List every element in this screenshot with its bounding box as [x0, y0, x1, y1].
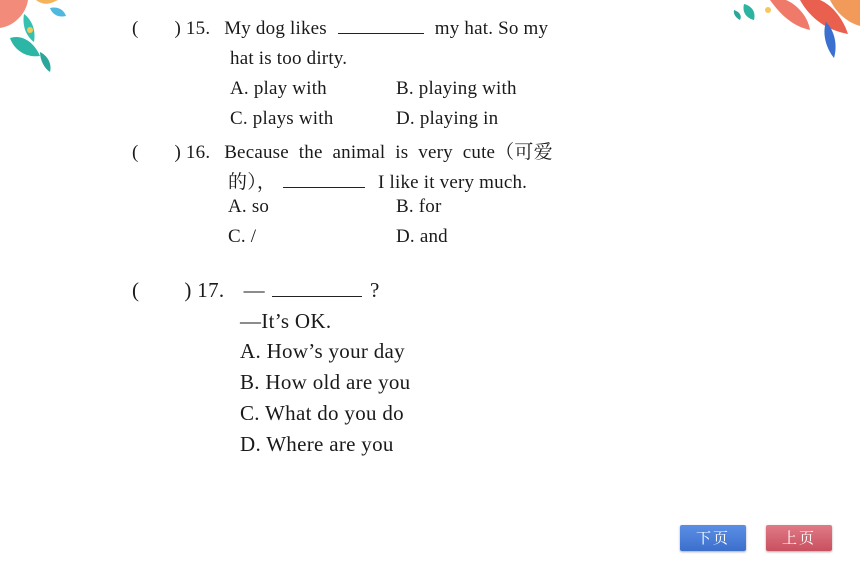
option-text: playing in: [419, 108, 499, 129]
question-stem: 的），: [228, 172, 277, 193]
option-letter: A.: [230, 78, 249, 99]
previous-page-button[interactable]: 上页: [766, 525, 832, 551]
option-a: [228, 196, 269, 218]
option-letter: D.: [396, 226, 415, 247]
question-stem-line2: [228, 167, 527, 194]
option-letter: A.: [240, 339, 262, 363]
option-text: so: [251, 196, 270, 217]
option-letter: C.: [228, 226, 246, 247]
leaf-decoration-icon: [0, 0, 80, 80]
answer-paren-open: (: [132, 142, 139, 163]
option-c: [228, 226, 256, 248]
question-17: [132, 278, 380, 303]
option-letter: D.: [396, 108, 415, 129]
answer-paren-close: ): [174, 142, 181, 163]
answer-blank: [283, 186, 365, 188]
option-text: Where are you: [266, 432, 394, 456]
question-stem-line2: hat is too dirty.: [230, 48, 348, 69]
option-d: [240, 432, 394, 457]
dialog-dash: —: [243, 278, 265, 302]
option-letter: D.: [240, 432, 262, 456]
option-text: How’s your day: [266, 339, 405, 363]
option-a: [230, 78, 327, 100]
option-letter: B.: [240, 370, 260, 394]
answer-paren-close: ): [174, 18, 181, 39]
option-text: /: [250, 226, 257, 247]
option-text: for: [418, 196, 442, 217]
question-stem: I like it very much.: [378, 172, 528, 193]
option-letter: C.: [230, 108, 248, 129]
answer-blank: [338, 32, 424, 34]
option-b: [396, 196, 442, 218]
question-stem: Because the animal is very cute（可爱: [224, 142, 553, 163]
option-b: [240, 370, 410, 395]
next-page-button[interactable]: 下页: [680, 525, 746, 551]
option-text: How old are you: [265, 370, 411, 394]
option-c: [230, 108, 333, 130]
option-text: plays with: [252, 108, 334, 129]
option-text: playing with: [418, 78, 517, 99]
question-stem: My dog likes: [224, 18, 327, 39]
answer-paren-close: ): [184, 278, 192, 302]
option-text: and: [419, 226, 448, 247]
option-text: What do you do: [265, 401, 404, 425]
question-stem: my hat. So my: [434, 18, 549, 39]
option-d: [396, 226, 448, 248]
option-text: play with: [253, 78, 327, 99]
option-a: [240, 339, 405, 364]
answer-paren-open: (: [132, 278, 140, 302]
option-letter: B.: [396, 196, 414, 217]
option-letter: C.: [240, 401, 260, 425]
question-number: 15.: [185, 18, 211, 39]
leaf-decoration-icon: [730, 0, 860, 60]
answer-blank: [272, 295, 362, 297]
answer-paren-open: (: [132, 18, 139, 39]
option-letter: B.: [396, 78, 414, 99]
option-letter: A.: [228, 196, 247, 217]
dialog-reply: —It’s OK.: [240, 309, 332, 333]
question-15: [132, 18, 548, 40]
option-c: [240, 401, 404, 426]
question-number: 16.: [185, 142, 211, 163]
option-b: [396, 78, 517, 100]
option-d: [396, 108, 498, 130]
question-mark: ?: [370, 278, 380, 302]
question-16: [132, 137, 553, 164]
question-number: 17.: [197, 278, 225, 302]
